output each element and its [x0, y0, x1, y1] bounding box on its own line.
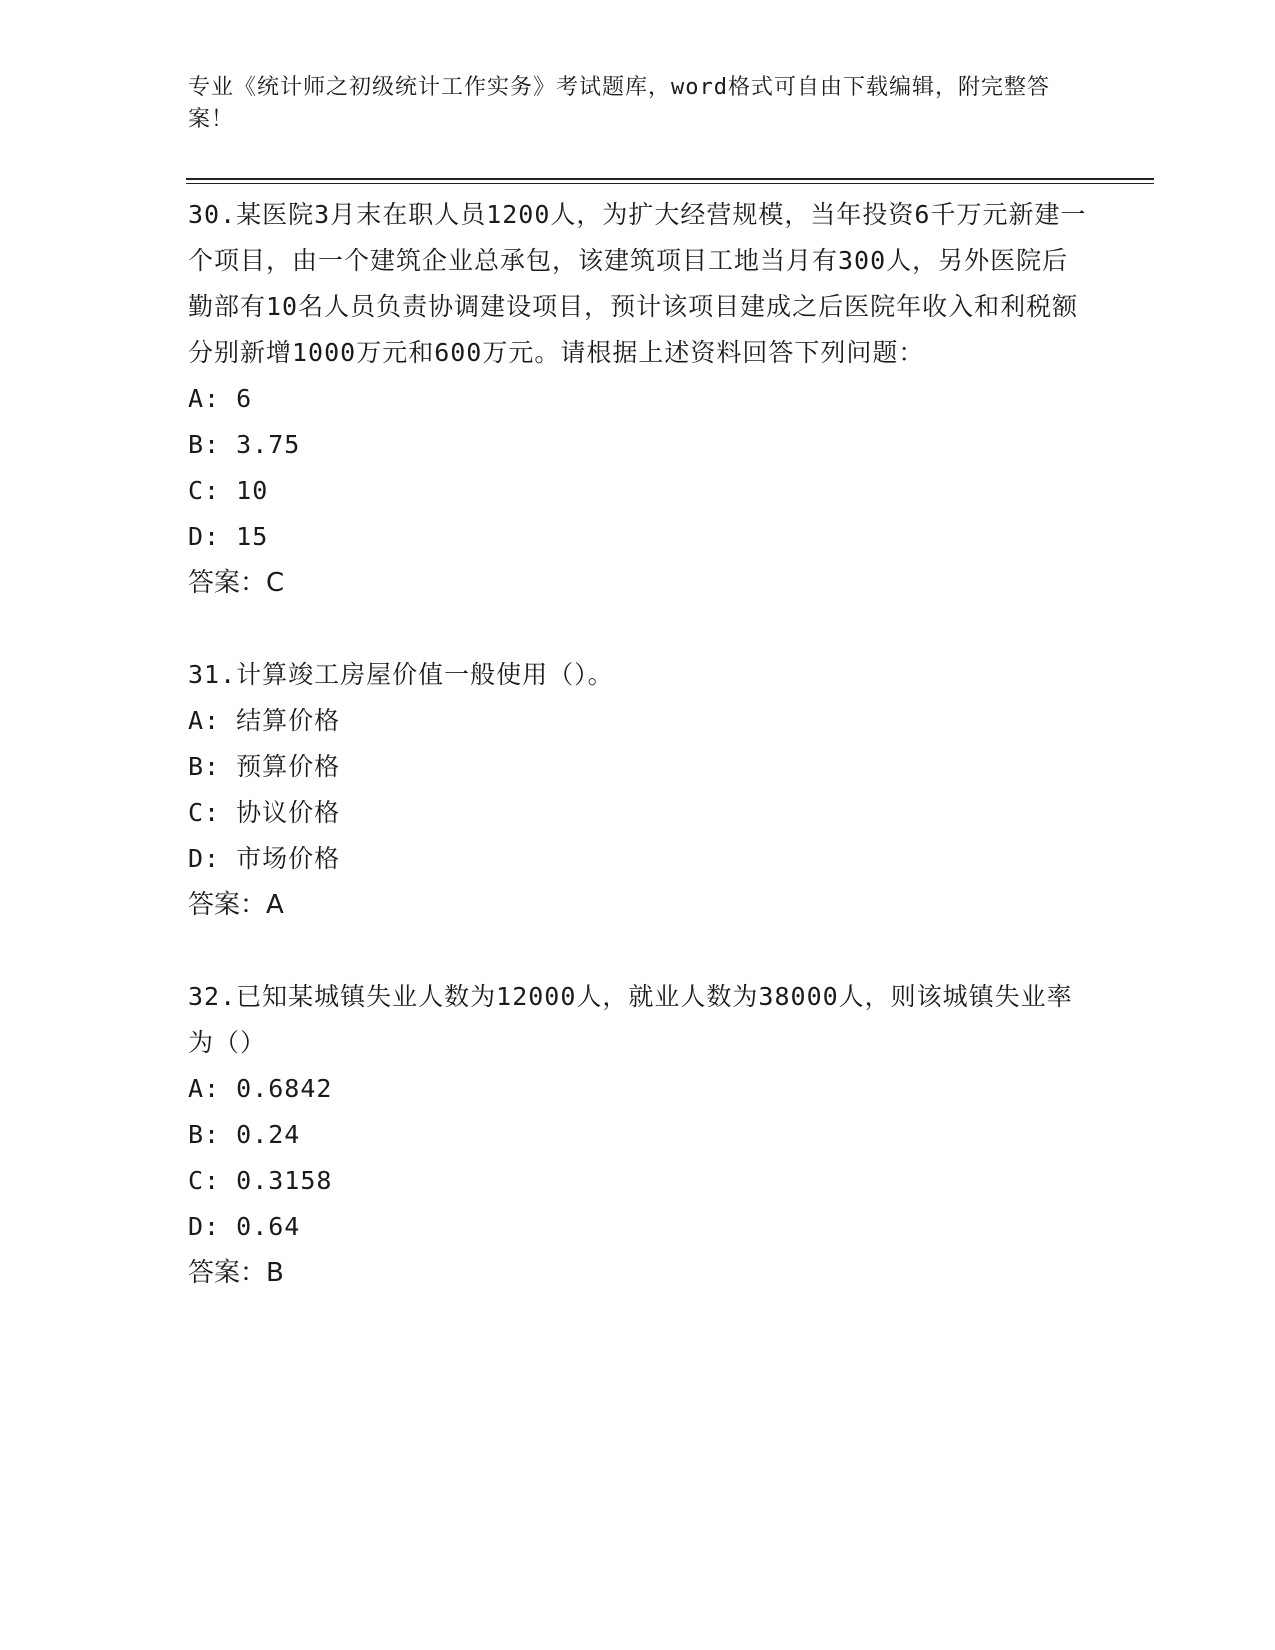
question-spacer: [188, 928, 1088, 974]
option-d: D: 市场价格: [188, 844, 341, 873]
question-list: [188, 192, 1088, 1296]
option-c: C: 10: [188, 476, 269, 505]
question-31: [188, 652, 1088, 928]
document-header: 专业《统计师之初级统计工作实务》考试题库，word格式可自由下载编辑，附完整答案！: [188, 75, 1050, 132]
option-d: D: 15: [188, 522, 269, 551]
option-b: B: 0.24: [188, 1120, 301, 1149]
option-a: A: 0.6842: [188, 1074, 333, 1103]
header-rule-thin: [186, 183, 1154, 184]
question-30: [188, 192, 1088, 606]
question-stem: 32.已知某城镇失业人数为12000人，就业人数为38000人，则该城镇失业率为（）: [188, 982, 1073, 1057]
option-b: B: 3.75: [188, 430, 301, 459]
question-stem: 31.计算竣工房屋价值一般使用（）。: [188, 660, 614, 689]
option-d: D: 0.64: [188, 1212, 301, 1241]
question-stem: 30.某医院3月末在职人员1200人，为扩大经营规模，当年投资6千万元新建一个项目，由一个建筑企业总承包，该建筑项目工地当月有300人，另外医院后勤部有10名人员负责协调建设项目，预计该项目建成之后医院年收入和利税额分别新增1000万元和600万元。请根据上述资料回答下列问题：: [188, 200, 1087, 367]
option-c: C: 0.3158: [188, 1166, 333, 1195]
answer-line: 答案：A: [188, 890, 284, 920]
option-a: A: 结算价格: [188, 706, 341, 735]
option-b: B: 预算价格: [188, 752, 341, 781]
answer-line: 答案：C: [188, 568, 285, 598]
header-rule-thick: [186, 178, 1154, 180]
option-a: A: 6: [188, 384, 253, 413]
question-32: [188, 974, 1088, 1296]
answer-line: 答案：B: [188, 1258, 284, 1288]
question-spacer: [188, 606, 1088, 652]
option-c: C: 协议价格: [188, 798, 341, 827]
